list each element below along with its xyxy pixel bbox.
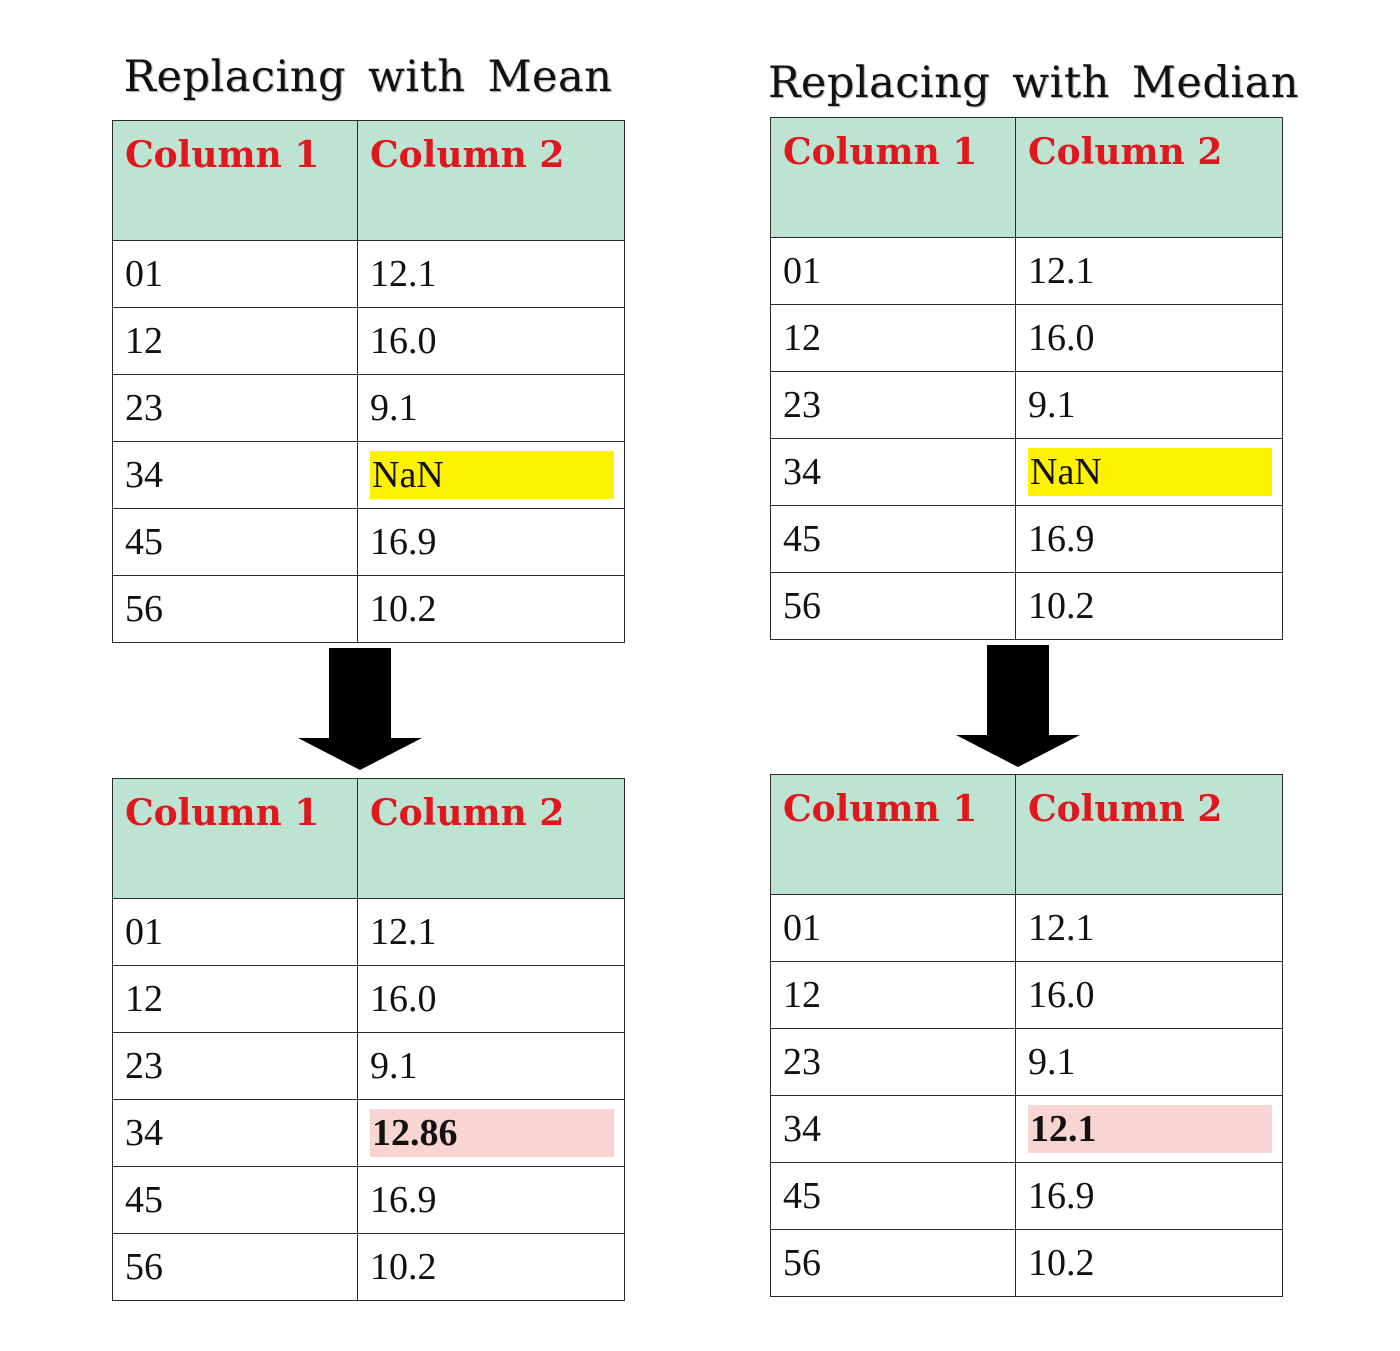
table-row — [113, 899, 625, 966]
column-1-cell: 12 — [113, 966, 358, 1033]
column-2-cell: 16.0 — [358, 966, 625, 1033]
column-1-cell: 01 — [771, 238, 1016, 305]
column-1-header: Column 1 — [113, 121, 358, 241]
column-2-cell: 16.9 — [1016, 1163, 1283, 1230]
column-2-header: Column 2 — [358, 779, 625, 899]
header-row — [113, 121, 625, 241]
column-1-header: Column 1 — [771, 118, 1016, 238]
title-word: Median — [1131, 58, 1299, 108]
column-2-cell: 12.1 — [358, 899, 625, 966]
column-1-cell: 23 — [113, 1033, 358, 1100]
column-2-cell: 16.9 — [358, 509, 625, 576]
table-row — [113, 241, 625, 308]
column-1-cell: 23 — [113, 375, 358, 442]
column-1-header: Column 1 — [113, 779, 358, 899]
column-1-cell: 01 — [113, 899, 358, 966]
table-row — [771, 506, 1283, 573]
column-2-cell: 12.1 — [358, 241, 625, 308]
column-2-cell: 16.9 — [1016, 506, 1283, 573]
column-1-header: Column 1 — [771, 775, 1016, 895]
table-row — [771, 305, 1283, 372]
column-2-header: Column 2 — [1016, 118, 1283, 238]
column-1-cell: 23 — [771, 372, 1016, 439]
column-2-cell: 9.1 — [358, 1033, 625, 1100]
table-row — [771, 1029, 1283, 1096]
filled-value-highlight: 12.1 — [1028, 1105, 1272, 1153]
down-arrow-icon — [956, 645, 1080, 767]
table-row — [771, 238, 1283, 305]
down-arrow-icon — [298, 648, 422, 770]
column-1-cell: 56 — [113, 576, 358, 643]
column-1-cell: 34 — [113, 1100, 358, 1167]
column-2-cell: 9.1 — [1016, 372, 1283, 439]
table-row — [113, 375, 625, 442]
title-word: with — [367, 52, 466, 102]
median-before-table — [770, 117, 1283, 640]
table-row — [113, 308, 625, 375]
header-row — [113, 779, 625, 899]
column-1-cell: 01 — [113, 241, 358, 308]
column-2-cell: 10.2 — [358, 576, 625, 643]
column-2-cell: 9.1 — [1016, 1029, 1283, 1096]
column-2-cell: 16.0 — [1016, 305, 1283, 372]
table-row — [771, 1096, 1283, 1163]
column-2-cell: 10.2 — [1016, 1230, 1283, 1297]
column-1-cell: 12 — [113, 308, 358, 375]
column-1-cell: 56 — [113, 1234, 358, 1301]
column-1-cell: 12 — [771, 305, 1016, 372]
column-1-cell: 56 — [771, 1230, 1016, 1297]
table-row — [113, 442, 625, 509]
table-row — [771, 1230, 1283, 1297]
column-2-cell: 12.1 — [1016, 895, 1283, 962]
column-1-cell: 45 — [771, 506, 1016, 573]
column-2-cell: 16.0 — [358, 308, 625, 375]
nan-highlight: NaN — [370, 451, 614, 499]
column-1-cell: 01 — [771, 895, 1016, 962]
table-row — [771, 573, 1283, 640]
column-1-cell: 34 — [113, 442, 358, 509]
title-word: with — [1012, 58, 1110, 108]
column-1-cell: 12 — [771, 962, 1016, 1029]
nan-highlight: NaN — [1028, 448, 1272, 496]
table-row — [113, 1100, 625, 1167]
column-2-cell — [358, 442, 625, 509]
table-row — [771, 372, 1283, 439]
column-2-cell — [358, 1100, 625, 1167]
column-2-cell — [1016, 439, 1283, 506]
table-row — [113, 1234, 625, 1301]
column-2-cell: 10.2 — [358, 1234, 625, 1301]
column-2-cell: 10.2 — [1016, 573, 1283, 640]
mean-panel-title — [112, 52, 624, 102]
column-1-cell: 56 — [771, 573, 1016, 640]
header-row — [771, 118, 1283, 238]
column-2-cell: 16.9 — [358, 1167, 625, 1234]
table-row — [771, 439, 1283, 506]
table-row — [771, 895, 1283, 962]
column-2-header: Column 2 — [358, 121, 625, 241]
column-2-cell: 16.0 — [1016, 962, 1283, 1029]
column-2-cell: 12.1 — [1016, 238, 1283, 305]
column-1-cell: 45 — [771, 1163, 1016, 1230]
median-after-table — [770, 774, 1283, 1297]
column-1-cell: 34 — [771, 1096, 1016, 1163]
column-1-cell: 23 — [771, 1029, 1016, 1096]
title-word: Mean — [487, 52, 613, 102]
title-word: Replacing — [123, 52, 346, 102]
title-word: Replacing — [768, 58, 991, 108]
column-1-cell: 34 — [771, 439, 1016, 506]
column-2-cell — [1016, 1096, 1283, 1163]
mean-after-table — [112, 778, 625, 1301]
column-2-header: Column 2 — [1016, 775, 1283, 895]
column-2-cell: 9.1 — [358, 375, 625, 442]
column-1-cell: 45 — [113, 509, 358, 576]
filled-value-highlight: 12.86 — [370, 1109, 614, 1157]
table-row — [113, 1167, 625, 1234]
table-row — [113, 576, 625, 643]
table-row — [771, 962, 1283, 1029]
table-row — [113, 1033, 625, 1100]
column-1-cell: 45 — [113, 1167, 358, 1234]
table-row — [113, 966, 625, 1033]
mean-before-table — [112, 120, 625, 643]
table-row — [771, 1163, 1283, 1230]
median-panel-title — [768, 58, 1299, 108]
table-row — [113, 509, 625, 576]
header-row — [771, 775, 1283, 895]
